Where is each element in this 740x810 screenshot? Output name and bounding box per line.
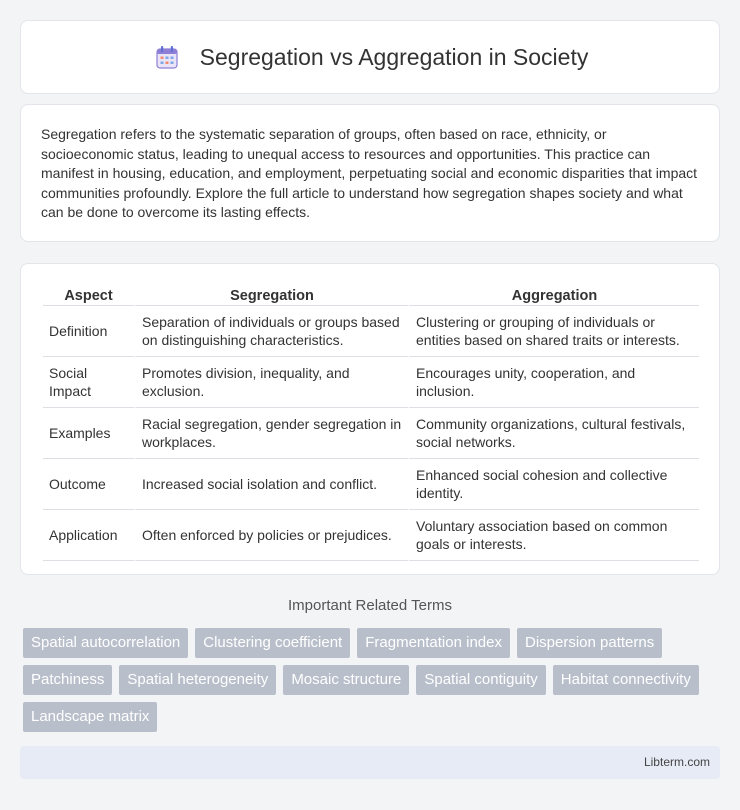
related-term-tag[interactable]: Mosaic structure [283, 665, 409, 695]
header-card [20, 20, 720, 94]
table-row [43, 306, 699, 357]
row-segregation: Racial segregation, gender segregation in workplaces. [134, 408, 408, 459]
row-aggregation: Voluntary association based on common goals or interests. [408, 510, 699, 561]
related-term-tag[interactable]: Patchiness [23, 665, 112, 695]
related-term-tag[interactable]: Spatial autocorrelation [23, 628, 188, 658]
row-aggregation: Community organizations, cultural festivals, social networks. [408, 408, 699, 459]
row-segregation: Often enforced by policies or prejudices. [134, 510, 408, 561]
row-segregation: Promotes division, inequality, and exclusion. [134, 357, 408, 408]
table-row [43, 510, 699, 561]
table-header-row [43, 286, 699, 306]
row-aspect: Application [43, 510, 134, 561]
row-aggregation: Enhanced social cohesion and collective identity. [408, 459, 699, 510]
row-aspect: Social Impact [43, 357, 134, 408]
row-aggregation: Clustering or grouping of individuals or entities based on shared traits or interests. [408, 306, 699, 357]
footer-site-link[interactable]: Libterm.com [643, 755, 710, 769]
comparison-table [43, 286, 699, 561]
intro-paragraph: Segregation refers to the systematic separation of groups, often based on race, ethnicity, or socioeconomic status, leading to unequal access to resources and opportunities. This practice can manifest in housing, education, and employment, perpetuating social and economic disparities that impact communities profoundly. Explore the full article to understand how segregation shapes society and what can be done to overcome its lasting effects. [41, 126, 698, 220]
title-wrap [152, 42, 589, 72]
header-aspect: Aspect [43, 286, 134, 306]
footer [20, 746, 720, 779]
intro-card [20, 104, 720, 242]
related-term-tag[interactable]: Dispersion patterns [517, 628, 662, 658]
table-row [43, 357, 699, 408]
related-term-tag[interactable]: Clustering coefficient [195, 628, 350, 658]
table-row [43, 459, 699, 510]
related-term-tag[interactable]: Fragmentation index [357, 628, 510, 658]
comparison-table-card [20, 263, 720, 575]
row-aspect: Outcome [43, 459, 134, 510]
header-segregation: Segregation [134, 286, 408, 306]
page-title: Segregation vs Aggregation in Society [199, 43, 589, 70]
row-aspect: Examples [43, 408, 134, 459]
calendar-icon [152, 42, 182, 72]
related-term-tag[interactable]: Habitat connectivity [553, 665, 699, 695]
related-terms-title: Important Related Terms [288, 597, 452, 614]
header-aggregation: Aggregation [408, 286, 699, 306]
row-aggregation: Encourages unity, cooperation, and inclusion. [408, 357, 699, 408]
row-segregation: Separation of individuals or groups based on distinguishing characteristics. [134, 306, 408, 357]
row-aspect: Definition [43, 306, 134, 357]
related-term-tag[interactable]: Spatial contiguity [416, 665, 545, 695]
row-segregation: Increased social isolation and conflict. [134, 459, 408, 510]
table-row [43, 408, 699, 459]
related-terms-list [23, 628, 723, 732]
related-term-tag[interactable]: Landscape matrix [23, 702, 157, 732]
related-term-tag[interactable]: Spatial heterogeneity [119, 665, 276, 695]
